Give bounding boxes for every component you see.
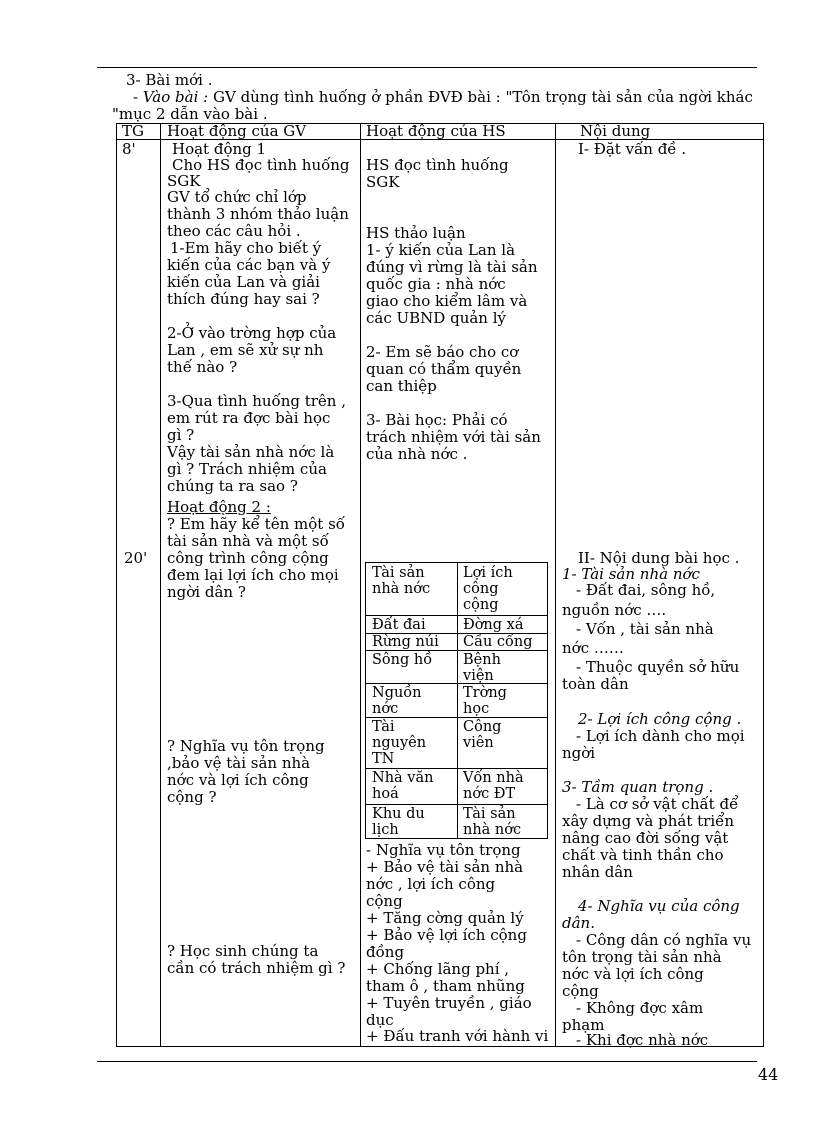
nd-line: nhân dân (562, 863, 633, 881)
asset-cell: Công (463, 719, 502, 735)
hs-line: 1- ý kiến của Lan là (366, 241, 516, 259)
asset-cell: Sông hồ (372, 652, 433, 668)
gv-line: ,bảo vệ tài sản nhà (167, 754, 311, 772)
nd-line: - Là cơ sở vật chất để (576, 795, 739, 813)
nd-heading: 3- Tầm quan trọng . (562, 778, 714, 796)
hs-line: 2- Em sẽ báo cho cơ (366, 343, 519, 361)
nd-line: - Vốn , tài sản nhà (576, 620, 714, 638)
asset-cell: Đất đai (372, 617, 426, 633)
col-divider-3 (555, 123, 556, 1047)
nd-heading: 2- Lợi ích công cộng . (578, 710, 742, 728)
hs-line: HS thảo luận (366, 224, 466, 242)
asset-cell: Lợi ích (463, 565, 513, 581)
hs-line: + Bảo vệ lợi ích cộng (366, 926, 527, 944)
header-hs: Hoạt động của HS (366, 122, 506, 140)
hs-line: dục (366, 1011, 394, 1029)
nd-line: - Đất đai, sông hồ, (576, 581, 716, 599)
nd-line: - Khi đợc nhà nớc (576, 1031, 709, 1049)
asset-cell: nớc (372, 701, 399, 717)
gv-line: 3-Qua tình huống trên , (167, 392, 346, 410)
hs-line: can thiệp (366, 377, 437, 395)
asset-cell: Vốn nhà (463, 770, 524, 786)
nd-line: nớc và lợi ích công (562, 965, 704, 983)
tg-2: 20' (124, 549, 148, 567)
asset-cell: công (463, 581, 499, 597)
gv-line: Cho HS đọc tình huống (172, 156, 350, 174)
gv-line: gì ? Trách nhiệm của (167, 460, 327, 478)
nd-heading: dân. (562, 914, 595, 932)
asset-cell: nớc ĐT (463, 786, 516, 802)
bottom-rule (97, 1061, 757, 1062)
asset-cell: lịch (372, 822, 399, 838)
asset-cell: Bệnh (463, 652, 501, 668)
gv-line: 1-Em hãy cho biết ý (170, 239, 322, 257)
hs-line: + Chống lãng phí , (366, 960, 510, 978)
gv-line: 2-Ở vào trờng hợp của (167, 324, 337, 342)
gv-line: Vậy tài sản nhà nớc là (167, 443, 335, 461)
hs-line: các UBND quản lý (366, 309, 507, 327)
col-divider-1 (160, 123, 161, 1047)
nd-section: I- Đặt vấn đề . (578, 140, 687, 158)
gv-line: cần có trách nhiệm gì ? (167, 959, 346, 977)
gv-line: ? Học sinh chúng ta (167, 942, 319, 960)
page-number: 44 (758, 1065, 779, 1084)
hs-line: nớc , lợi ích công (366, 875, 496, 893)
top-rule (97, 67, 757, 68)
nd-section: II- Nội dung bài học . (578, 549, 740, 567)
asset-cell: Rừng núi (372, 634, 439, 650)
gv-line: thành 3 nhóm thảo luận (167, 205, 349, 223)
gv-line: GV tổ chức chỉ lớp (167, 188, 307, 206)
gv-line: cộng ? (167, 788, 217, 806)
hs-line: - Nghĩa vụ tôn trọng (366, 841, 521, 859)
hs-line: trách nhiệm với tài sản (366, 428, 541, 446)
hs-line: tham ô , tham nhũng (366, 977, 525, 995)
gv-line: theo các câu hỏi . (167, 222, 301, 240)
nd-line: - Công dân có nghĩa vụ (576, 931, 752, 949)
gv-line: kiến của Lan và giải (167, 273, 320, 291)
asset-cell: Nhà văn (372, 770, 434, 786)
gv-line: thế nào ? (167, 358, 238, 376)
header-nd: Nội dung (580, 122, 651, 140)
nd-heading: 4- Nghĩa vụ của công (578, 897, 740, 915)
nd-line: ngời (562, 744, 596, 762)
gv-line: gì ? (167, 426, 195, 444)
header-tg: TG (122, 122, 144, 140)
nd-line: tôn trọng tài sản nhà (562, 948, 722, 966)
hs-line: quan có thẩm quyền (366, 360, 522, 378)
nd-line: cộng (562, 982, 599, 1000)
hs-line: cộng (366, 892, 403, 910)
gv-activity-2-title: Hoạt động 2 : (167, 498, 271, 516)
hs-line: của nhà nớc . (366, 445, 468, 463)
asset-cell: viên (463, 735, 494, 751)
asset-cell: cộng (463, 597, 499, 613)
asset-cell: hoá (372, 786, 399, 802)
gv-line: đem lại lợi ích cho mọi (167, 566, 339, 584)
asset-cell: học (463, 701, 490, 717)
intro-line-cont: "mục 2 dẫn vào bài . (112, 105, 268, 123)
nd-line: toàn dân (562, 675, 629, 693)
asset-cell: nhà nớc (372, 581, 431, 597)
hs-line: 3- Bài học: Phải có (366, 411, 508, 429)
hs-line: đồng (366, 943, 405, 961)
nd-line: - Không đợc xâm (576, 999, 704, 1017)
hs-line: + Tăng cờng quản lý (366, 909, 524, 927)
intro-line: - Vào bài : GV dùng tình huống ở phần ĐVĐ bài : "Tôn trọng tài sản của ngời khác (133, 88, 753, 106)
hs-line: HS đọc tình huống (366, 156, 509, 174)
asset-cell: Khu du (372, 806, 425, 822)
hs-line: giao cho kiểm lâm và (366, 292, 528, 310)
asset-cell: Đờng xá (463, 617, 524, 633)
gv-line: kiến của các bạn và ý (167, 256, 331, 274)
asset-cell: nhà nớc (463, 822, 522, 838)
gv-line: ? Nghĩa vụ tôn trọng (167, 737, 325, 755)
gv-line: ngời dân ? (167, 583, 246, 601)
asset-cell: TN (372, 751, 395, 767)
nd-line: nguồn nớc …. (562, 601, 667, 619)
hs-line: SGK (366, 173, 400, 191)
hs-line: + Bảo vệ tài sản nhà (366, 858, 524, 876)
asset-cell: Cầu cống (463, 634, 533, 650)
gv-activity-1-title: Hoạt động 1 (172, 140, 267, 158)
tg-1: 8' (122, 140, 136, 158)
gv-line: công trình công cộng (167, 549, 329, 567)
asset-cell: viện (463, 668, 494, 684)
header-gv: Hoạt động của GV (167, 122, 307, 140)
section-heading: 3- Bài mới . (126, 71, 213, 89)
gv-line: Lan , em sẽ xử sự nh (167, 341, 324, 359)
nd-heading: 1- Tài sản nhà nớc (562, 565, 700, 583)
nd-line: - Lợi ích dành cho mọi (576, 727, 745, 745)
nd-line: phạm (562, 1016, 605, 1034)
asset-cell: Tài sản (372, 565, 425, 581)
gv-line: chúng ta ra sao ? (167, 477, 298, 495)
asset-cell: Tài sản (463, 806, 516, 822)
hs-line: + Tuyên truyền , giáo (366, 994, 532, 1012)
asset-cell: Tài (372, 719, 395, 735)
nd-line: nâng cao đời sống vật (562, 829, 729, 847)
gv-line: thích đúng hay sai ? (167, 290, 320, 308)
nd-line: - Thuộc quyền sở hữu (576, 658, 740, 676)
nd-line: xây dựng và phát triển (562, 812, 735, 830)
gv-line: nớc và lợi ích công (167, 771, 309, 789)
asset-cell: Nguồn (372, 685, 422, 701)
asset-cell: nguyên (372, 735, 427, 751)
gv-line: SGK (167, 172, 201, 190)
gv-line: em rút ra đợc bài học (167, 409, 331, 427)
nd-line: nớc …… (562, 639, 624, 657)
hs-line: quốc gia : nhà nớc (366, 275, 506, 293)
col-divider-2 (360, 123, 361, 1047)
hs-line: đúng vì rừng là tài sản (366, 258, 538, 276)
asset-table (365, 562, 548, 839)
nd-line: chất và tinh thần cho (562, 846, 724, 864)
hs-line: + Đấu tranh với hành vi (366, 1027, 549, 1045)
gv-line: tài sản nhà và một số (167, 532, 329, 550)
gv-line: ? Em hãy kể tên một số (167, 515, 345, 533)
asset-cell: Trờng (463, 685, 507, 701)
